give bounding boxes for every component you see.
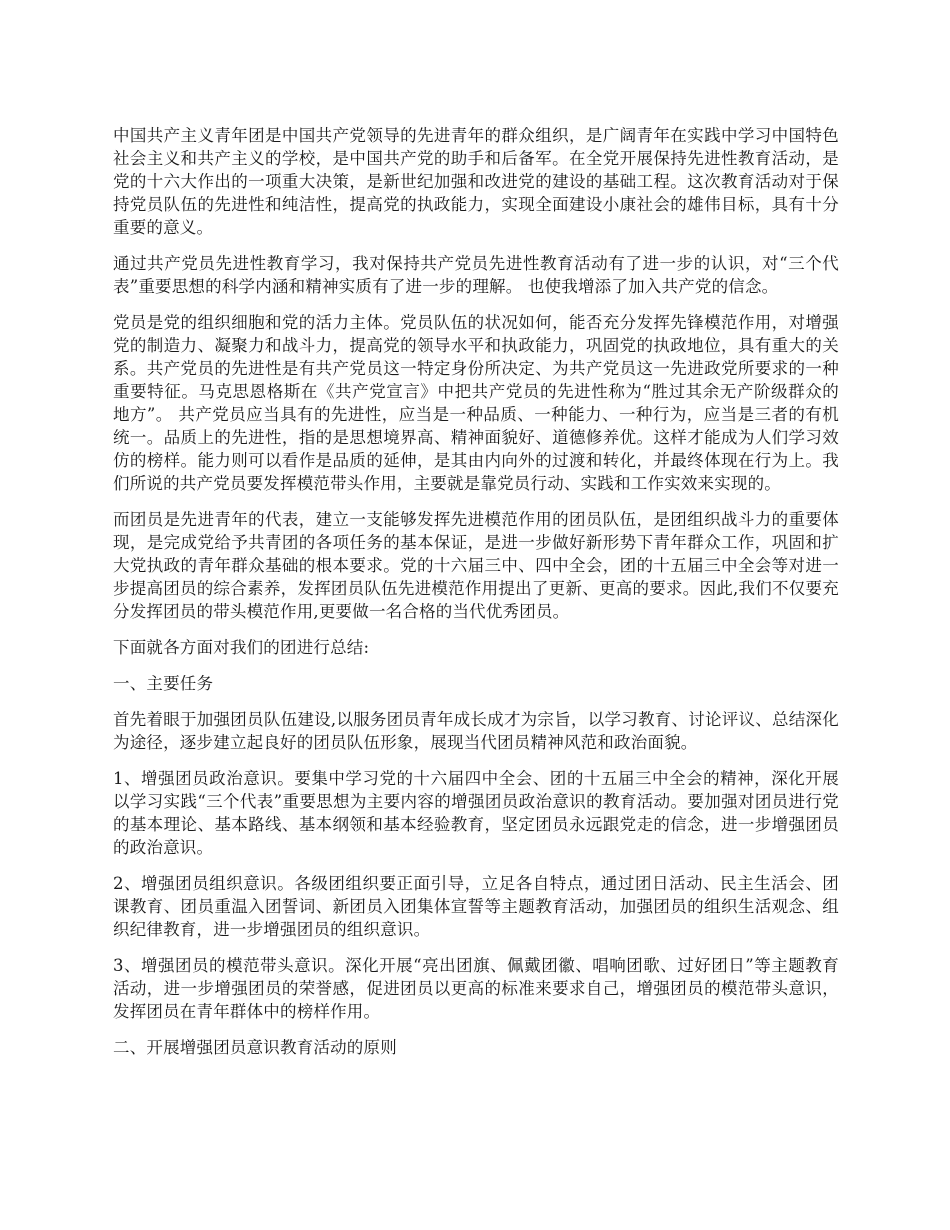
section-heading-principles: 二、开展增强团员意识教育活动的原则 — [113, 1038, 397, 1057]
list-item-organizational-awareness: 2、增强团员组织意识。各级团组织要正面引导，立足各自特点，通过团日活动、民主生活会、团课教育、团员重温入团誓词、新团员入团集体宣誓等主题教育活动，加强团员的组织生活观念、组织纪律教育，进一步增强团员的组织意识。 — [113, 874, 839, 939]
list-item-exemplary-awareness: 3、增强团员的模范带头意识。深化开展“亮出团旗、佩戴团徽、唱响团歌、过好团日”等主题教育活动，进一步增强团员的荣誉感，促进团员以更高的标准来要求自己，增强团员的模范带头意识，发挥团员在青年群体中的榜样作用。 — [113, 956, 839, 1021]
paragraph-intro: 中国共产主义青年团是中国共产党领导的先进青年的群众组织，是广阔青年在实践中学习中国特色社会主义和共产主义的学校，是中国共产党的助手和后备军。在全党开展保持先进性教育活动，是党的十六大作出的一项重大决策，是新世纪加强和改进党的建设的基础工程。这次教育活动对于保持党员队伍的先进性和纯洁性，提高党的执政能力，实现全面建设小康社会的雄伟目标，具有十分重要的意义。 — [113, 126, 839, 237]
paragraph-league-members: 而团员是先进青年的代表，建立一支能够发挥先进模范作用的团员队伍，是团组织战斗力的重要体现，是完成党给予共青团的各项任务的基本保证，是进一步做好新形势下青年群众工作，巩固和扩大党执政的青年群众基础的根本要求。党的十六届三中、四中全会，团的十五届三中全会等对进一步提高团员的综合素养，发挥团员队伍先进模范作用提出了更新、更高的要求。因此,我们不仅要充分发挥团员的带头模范作用,更要做一名合格的当代优秀团员。 — [113, 510, 839, 621]
list-item-political-awareness: 1、增强团员政治意识。要集中学习党的十六届四中全会、团的十五届三中全会的精神，深化开展以学习实践“三个代表”重要思想为主要内容的增强团员政治意识的教育活动。要加强对团员进行党的基本理论、基本路线、基本纲领和基本经验教育，坚定团员永远跟党走的信念，进一步增强团员的政治意识。 — [113, 769, 839, 857]
paragraph-main-tasks: 首先着眼于加强团员队伍建设,以服务团员青年成长成才为宗旨，以学习教育、讨论评议、总结深化为途径，逐步建立起良好的团员队伍形象，展现当代团员精神风范和政治面貌。 — [113, 710, 839, 752]
paragraph-summary-intro: 下面就各方面对我们的团进行总结: — [113, 638, 370, 657]
document-body — [113, 124, 839, 1072]
paragraph-party-members: 党员是党的组织细胞和党的活力主体。党员队伍的状况如何，能否充分发挥先锋模范作用，对增强党的制造力、凝聚力和战斗力，提高党的领导水平和执政能力，巩固党的执政地位，具有重大的关系。共产党员的先进性是有共产党员这一特定身份所决定、为共产党员这一先进政党所要求的一种重要特征。马克思恩格斯在《共产党宣言》中把共产党员的先进性称为“胜过其余无产阶级群众的地方”。 共产党员应当具有的先进性，应当是一种品质、一种能力、一种行为，应当是三者的有机统一。品质上的先进性，指的是思想境界高、精神面貌好、道德修养优。这样才能成为人们学习效仿的榜样。能力则可以看作是品质的延伸，是其由内向外的过渡和转化，并最终体现在行为上。我们所说的共产党员要发挥模范带头作用，主要就是靠党员行动、实践和工作实效来实现的。 — [113, 313, 839, 493]
section-heading-main-tasks: 一、主要任务 — [113, 674, 214, 693]
paragraph-study: 通过共产党员先进性教育学习，我对保持共产党员先进性教育活动有了进一步的认识，对“三个代表”重要思想的科学内涵和精神实质有了进一步的理解。 也使我增添了加入共产党的信念。 — [113, 254, 839, 296]
